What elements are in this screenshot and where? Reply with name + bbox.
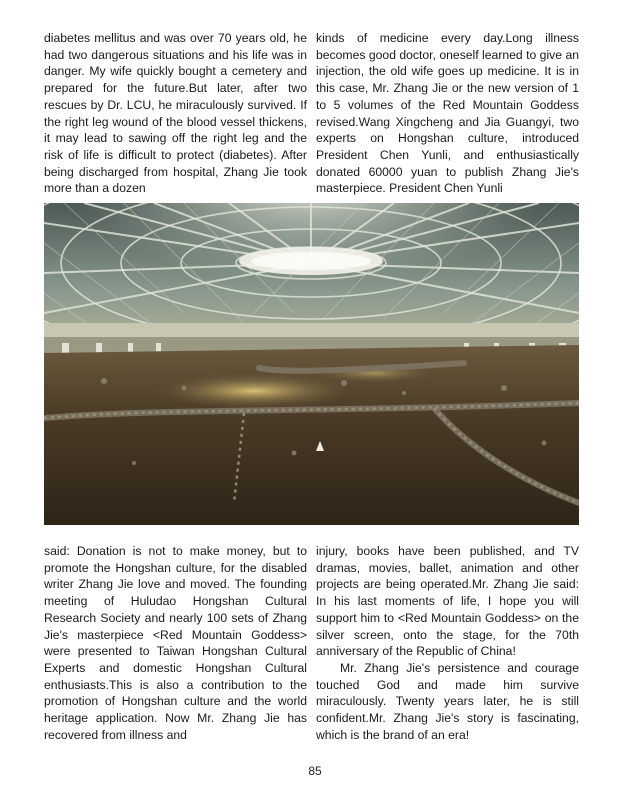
dome-hall-illustration — [44, 203, 579, 525]
text-column-bottom-right — [316, 543, 579, 743]
paragraph: injury, books have been published, and TV dramas, movies, ballet, animation and other projects are being operated.Mr. Zhang Jie said: In his last moments of life, I hope you will support him to <Red Mountain Goddess> on the silver screen, onto the stage, for the 70th anniversary of the Republic of China! — [316, 544, 579, 659]
paragraph: diabetes mellitus and was over 70 years old, he had two dangerous situations and his life was in danger. My wife quickly bought a cemetery and prepared for the future.But later, after two rescues by Dr. LCU, he miraculously survived. If the right leg wound of the blood vessel thickens, it may lead to sawing off the right leg and the risk of life is difficult to protect (diabetes). After being discharged from hospital, Zhang Jie took more than a dozen — [44, 31, 307, 196]
text-column-bottom-left — [44, 543, 307, 743]
excavation-site-photo — [44, 203, 579, 525]
text-column-top-right — [316, 30, 579, 197]
paragraph: Mr. Zhang Jie's persistence and courage touched God and made him survive miraculously. Twenty years later, he is still confident.Mr. Zhang Jie's story is fascinating, which is the brand of an era! — [316, 660, 579, 742]
text-column-top-left — [44, 30, 307, 197]
paragraph: kinds of medicine every day.Long illness becomes good doctor, oneself learned to give an injection, the old wife goes up medicine. It is in this case, Mr. Zhang Jie or the new version of 1 to 5 volumes of the Red Mountain Goddess revised.Wang Xingcheng and Jia Guangyi, two experts on Hongshan culture, introduced President Chen Yunli, and enthusiastically donated 60000 yuan to publish Zhang Jie's masterpiece. President Chen Yunli — [316, 31, 579, 196]
paragraph: said: Donation is not to make money, but to promote the Hongshan culture, for the disabled writer Zhang Jie love and moved. The founding meeting of Huludao Hongshan Cultural Research Society and nearly 100 sets of Zhang Jie's masterpiece <Red Mountain Goddess> were presented to Taiwan Hongshan Cultural Experts and domestic Hongshan Cultural enthusiasts.This is also a contribution to the promotion of Hongshan culture and the world heritage application. Now Mr. Zhang Jie has recovered from illness and — [44, 544, 307, 742]
page-number: 85 — [308, 764, 322, 778]
